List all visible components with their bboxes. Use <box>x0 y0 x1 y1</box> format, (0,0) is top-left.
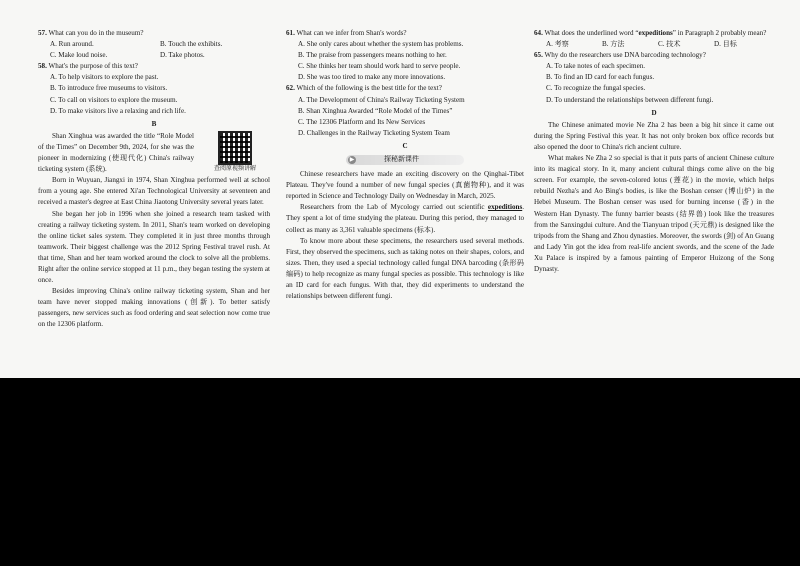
question-62: 62. Which of the following is the best title for the text? <box>286 84 442 93</box>
option: B. To find an ID card for each fungus. <box>546 73 655 82</box>
option: A. Run around. <box>50 40 94 49</box>
option: A. To take notes of each specimen. <box>546 62 646 71</box>
option: A. The Development of China's Railway Ticketing System <box>298 95 465 104</box>
option: A. 考察 <box>546 40 569 49</box>
blank-area <box>0 378 800 566</box>
option: C. Make loud noise. <box>50 51 108 60</box>
question-64-options <box>546 39 774 50</box>
paragraph <box>286 202 524 235</box>
option: D. To make visitors live a relaxing and rich life. <box>50 106 186 115</box>
paragraph: Chinese researchers have made an exciting discovery on the Qinghai-Tibet Plateau. They've found a number of new fungal species (真菌物种), and it was reported in Science and Technology Daily on Wednesday in March, 2025. <box>286 170 524 201</box>
option: A. To help visitors to explore the past. <box>50 73 159 82</box>
paragraph-text: Researchers from the Lab of Mycology carried out scientific <box>300 203 485 212</box>
question-57-options <box>50 50 270 61</box>
option: C. To recognize the fungal species. <box>546 84 646 93</box>
section-heading-d: D <box>651 108 657 117</box>
option: C. The 12306 Platform and Its New Services <box>298 117 426 126</box>
paragraph: The Chinese animated movie Ne Zha 2 has been a big hit since it came out during the Spring Festival this year. It has not only broken box office records but also opened the door to China's rich ancient culture. <box>534 120 774 151</box>
option: D. 目标 <box>714 40 737 49</box>
option: B. The praise from passengers means nothing to her. <box>298 51 447 60</box>
paragraph: To know more about these specimens, the researchers used several methods. First, they observed the specimens, such as taking notes on their shapes, colors, and sizes. Then, they used a special technology called fungal DNA barcoding (条形码编码) to help recognize as many fungal species as possible. This technology is like an ID card for each fungus. With that, they did experiments to understand the relationships between different fungi. <box>286 236 524 301</box>
qr-code-icon[interactable] <box>218 131 252 165</box>
play-icon: ▶ <box>349 157 355 164</box>
column-left <box>38 28 270 331</box>
option: D. Challenges in the Railway Ticketing System Team <box>298 128 450 137</box>
paragraph: What makes Ne Zha 2 so special is that it puts parts of ancient Chinese culture into its magical story. In it, many ancient cultural things come alive on the big screen. For example, the seven-colored lotus (莲花) in the movie, which helps rebuild Nezha's and Ao Bing's bodies, is like the Boshan censer (博山炉) in the Hebei Museum. The Boshan censer was used for burning incense (香) in the Western Han Dynasty. The funny barrier beasts (结界兽) look like the treasures from the Sanxingdui culture. And the Tianyuan tripod (天元鼎) is designed like the tripods from the Shang and Zhou dynasties. Moreover, the swords (剑) of An Guang and Lady Yin got the idea from real-life ancient swords, and the scene of the Jade Xu Palace is inspired by a famous painting of Emperor Huizong of the Song Dynasty. <box>534 154 774 273</box>
question-57: 57. What can you do in the museum? <box>38 29 144 37</box>
courseware-banner[interactable] <box>286 155 524 165</box>
option: C. She thinks her team should work hard to serve people. <box>298 62 461 71</box>
option: C. To call on visitors to explore the museum. <box>50 95 178 104</box>
question-64: 64. What does the underlined word “expeditions” in Paragraph 2 probably mean? <box>534 29 767 37</box>
section-heading-b: B <box>151 119 157 128</box>
option: C. 技术 <box>658 40 681 49</box>
banner-bar <box>346 155 464 165</box>
option: D. To understand the relationships between different fungi. <box>546 95 714 104</box>
column-right <box>534 28 774 275</box>
question-65: 65. Why do the researchers use DNA barcoding technology? <box>534 51 706 60</box>
option: B. Shan Xinghua Awarded “Role Model of the Times” <box>298 106 453 115</box>
option: D. She was too tired to make any more innovations. <box>298 73 446 82</box>
qr-caption: 查阅原视频讲解 <box>213 165 256 172</box>
option: B. To introduce free museums to visitors. <box>50 84 168 93</box>
banner-text: 探秘新课件 <box>384 155 419 164</box>
option: D. Take photos. <box>160 51 205 60</box>
section-heading-c: C <box>402 141 408 150</box>
option: B. Touch the exhibits. <box>160 40 223 49</box>
paragraph: Besides improving China's online railway ticketing system, Shan and her team have never stopped making innovations (创新). To better satisfy passengers, new services such as food ordering and seat selection now come true on the 12306 platform. <box>38 287 270 329</box>
paragraph: Born in Wuyuan, Jiangxi in 1974, Shan Xinghua performed well at school from a young age. She entered Xi'an Technological University at seventeen and received a master's degree at East China Jiaotong University several years later. <box>38 176 270 207</box>
option: B. 方法 <box>602 40 625 49</box>
question-61: 61. What can we infer from Shan's words? <box>286 29 407 37</box>
qr-code-block[interactable] <box>200 131 270 173</box>
option: A. She only cares about whether the system has problems. <box>298 40 464 49</box>
question-57-options <box>50 39 270 50</box>
paragraph: She began her job in 1996 when she joined a research team tasked with creating a railway ticketing system. In 2011, Shan's team worked on developing the online ticket sales system. They completed it in just three months through teamwork. Their biggest challenge was the 2012 Spring Festival travel rush. At that time, Shan and her team worked around the clock to solve all the problems. Right after the online service stopped at 11 p.m., they began testing the system at once. <box>38 209 270 285</box>
paragraph-text: . They spent a lot of time studying the plateau. During this period, they managed to collect as many as 3,361 valuable specimens (标本). <box>286 203 524 234</box>
question-58: 58. What's the purpose of this text? <box>38 62 138 71</box>
underlined-word: expeditions <box>487 203 523 212</box>
paragraph: Shan Xinghua was awarded the title “Role Model of the Times” on December 9th, 2024, for she was the pioneer in modernizing (使现代化) China's railway ticketing system (系统). <box>38 131 194 174</box>
column-middle <box>286 28 524 302</box>
